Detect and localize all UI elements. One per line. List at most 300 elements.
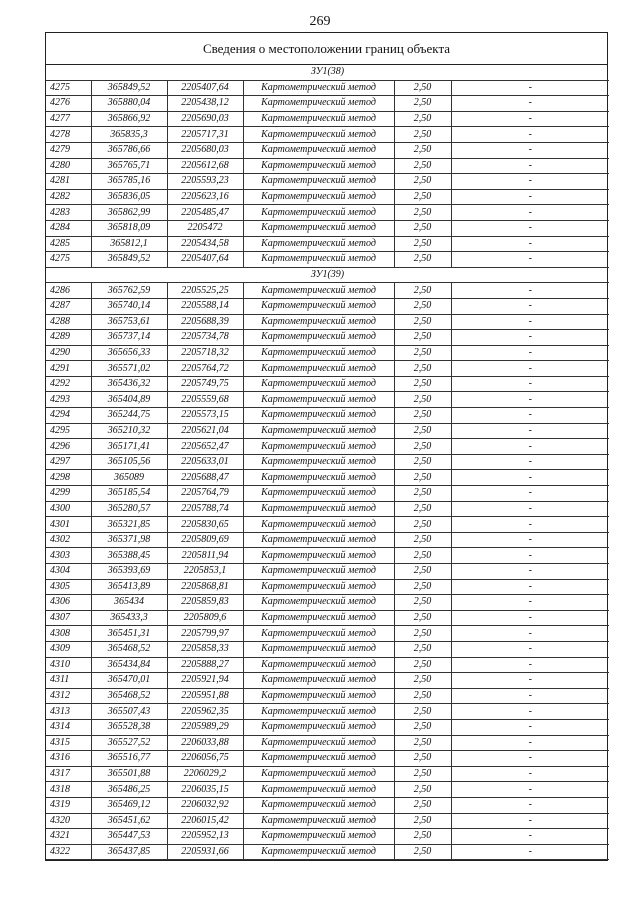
table-row (46, 564, 609, 580)
method-cell: Картометрический метод (243, 813, 394, 829)
method-cell: Картометрический метод (243, 548, 394, 564)
x-coordinate-cell: 365866,92 (91, 111, 167, 127)
point-number-cell: 4300 (46, 501, 91, 517)
table-row (46, 501, 609, 517)
description-cell: - (451, 595, 609, 611)
y-coordinate-cell: 2205559,68 (167, 392, 243, 408)
description-cell: - (451, 564, 609, 580)
method-cell: Картометрический метод (243, 517, 394, 533)
point-number-cell: 4281 (46, 174, 91, 190)
description-cell: - (451, 797, 609, 813)
point-number-cell: 4301 (46, 517, 91, 533)
description-cell: - (451, 158, 609, 174)
description-cell: - (451, 844, 609, 860)
y-coordinate-cell: 2205764,72 (167, 361, 243, 377)
method-cell: Картометрический метод (243, 174, 394, 190)
method-cell: Картометрический метод (243, 564, 394, 580)
table-row (46, 719, 609, 735)
method-cell: Картометрический метод (243, 314, 394, 330)
table-row (46, 657, 609, 673)
table-row (46, 376, 609, 392)
description-cell: - (451, 220, 609, 236)
accuracy-cell: 2,50 (394, 330, 451, 346)
accuracy-cell: 2,50 (394, 392, 451, 408)
point-number-cell: 4299 (46, 486, 91, 502)
accuracy-cell: 2,50 (394, 142, 451, 158)
method-cell: Картометрический метод (243, 252, 394, 268)
y-coordinate-cell: 2205623,16 (167, 189, 243, 205)
y-coordinate-cell: 2205921,94 (167, 673, 243, 689)
accuracy-cell: 2,50 (394, 719, 451, 735)
x-coordinate-cell: 365470,01 (91, 673, 167, 689)
point-number-cell: 4315 (46, 735, 91, 751)
x-coordinate-cell: 365393,69 (91, 564, 167, 580)
accuracy-cell: 2,50 (394, 735, 451, 751)
description-cell: - (451, 517, 609, 533)
accuracy-cell: 2,50 (394, 205, 451, 221)
x-coordinate-cell: 365501,88 (91, 766, 167, 782)
description-cell: - (451, 735, 609, 751)
x-coordinate-cell: 365437,85 (91, 844, 167, 860)
y-coordinate-cell: 2205859,83 (167, 595, 243, 611)
table-row (46, 361, 609, 377)
boundary-points-table (46, 65, 609, 860)
group-header-row (46, 65, 609, 80)
point-number-cell: 4294 (46, 408, 91, 424)
description-cell: - (451, 80, 609, 96)
description-cell: - (451, 829, 609, 845)
y-coordinate-cell: 2205407,64 (167, 80, 243, 96)
description-cell: - (451, 548, 609, 564)
accuracy-cell: 2,50 (394, 782, 451, 798)
description-cell: - (451, 766, 609, 782)
x-coordinate-cell: 365818,09 (91, 220, 167, 236)
accuracy-cell: 2,50 (394, 96, 451, 112)
accuracy-cell: 2,50 (394, 844, 451, 860)
x-coordinate-cell: 365433,3 (91, 610, 167, 626)
accuracy-cell: 2,50 (394, 517, 451, 533)
point-number-cell: 4309 (46, 641, 91, 657)
accuracy-cell: 2,50 (394, 751, 451, 767)
y-coordinate-cell: 2205809,69 (167, 532, 243, 548)
method-cell: Картометрический метод (243, 470, 394, 486)
point-number-cell: 4311 (46, 673, 91, 689)
point-number-cell: 4308 (46, 626, 91, 642)
point-number-cell: 4276 (46, 96, 91, 112)
table-row (46, 314, 609, 330)
description-cell: - (451, 236, 609, 252)
table-row (46, 298, 609, 314)
table-row (46, 844, 609, 860)
x-coordinate-cell: 365849,52 (91, 252, 167, 268)
y-coordinate-cell: 2205858,33 (167, 641, 243, 657)
accuracy-cell: 2,50 (394, 314, 451, 330)
point-number-cell: 4313 (46, 704, 91, 720)
method-cell: Картометрический метод (243, 486, 394, 502)
method-cell: Картометрический метод (243, 80, 394, 96)
x-coordinate-cell: 365185,54 (91, 486, 167, 502)
y-coordinate-cell: 2205688,39 (167, 314, 243, 330)
y-coordinate-cell: 2205472 (167, 220, 243, 236)
y-coordinate-cell: 2205749,75 (167, 376, 243, 392)
method-cell: Картометрический метод (243, 96, 394, 112)
table-row (46, 626, 609, 642)
accuracy-cell: 2,50 (394, 158, 451, 174)
description-cell: - (451, 392, 609, 408)
table-row (46, 439, 609, 455)
point-number-cell: 4286 (46, 283, 91, 299)
method-cell: Картометрический метод (243, 298, 394, 314)
description-cell: - (451, 626, 609, 642)
group-label: ЗУ1(38) (46, 65, 609, 80)
group-label: ЗУ1(39) (46, 267, 609, 283)
point-number-cell: 4305 (46, 579, 91, 595)
y-coordinate-cell: 2205989,29 (167, 719, 243, 735)
method-cell: Картометрический метод (243, 361, 394, 377)
y-coordinate-cell: 2205717,31 (167, 127, 243, 143)
description-cell: - (451, 345, 609, 361)
description-cell: - (451, 486, 609, 502)
x-coordinate-cell: 365753,61 (91, 314, 167, 330)
accuracy-cell: 2,50 (394, 579, 451, 595)
description-cell: - (451, 189, 609, 205)
method-cell: Картометрический метод (243, 111, 394, 127)
point-number-cell: 4320 (46, 813, 91, 829)
point-number-cell: 4283 (46, 205, 91, 221)
accuracy-cell: 2,50 (394, 189, 451, 205)
x-coordinate-cell: 365451,62 (91, 813, 167, 829)
x-coordinate-cell: 365656,33 (91, 345, 167, 361)
point-number-cell: 4277 (46, 111, 91, 127)
description-cell: - (451, 579, 609, 595)
point-number-cell: 4310 (46, 657, 91, 673)
table-row (46, 813, 609, 829)
method-cell: Картометрический метод (243, 610, 394, 626)
method-cell: Картометрический метод (243, 579, 394, 595)
description-cell: - (451, 298, 609, 314)
y-coordinate-cell: 2205799,97 (167, 626, 243, 642)
table-row (46, 345, 609, 361)
x-coordinate-cell: 365762,59 (91, 283, 167, 299)
table-row (46, 470, 609, 486)
x-coordinate-cell: 365528,38 (91, 719, 167, 735)
x-coordinate-cell: 365786,66 (91, 142, 167, 158)
accuracy-cell: 2,50 (394, 501, 451, 517)
y-coordinate-cell: 2205764,79 (167, 486, 243, 502)
accuracy-cell: 2,50 (394, 174, 451, 190)
y-coordinate-cell: 2205525,25 (167, 283, 243, 299)
description-cell: - (451, 470, 609, 486)
accuracy-cell: 2,50 (394, 454, 451, 470)
table-row (46, 517, 609, 533)
point-number-cell: 4287 (46, 298, 91, 314)
description-cell: - (451, 314, 609, 330)
y-coordinate-cell: 2205734,78 (167, 330, 243, 346)
table-row (46, 189, 609, 205)
point-number-cell: 4302 (46, 532, 91, 548)
table-row (46, 127, 609, 143)
point-number-cell: 4312 (46, 688, 91, 704)
accuracy-cell: 2,50 (394, 298, 451, 314)
point-number-cell: 4318 (46, 782, 91, 798)
x-coordinate-cell: 365244,75 (91, 408, 167, 424)
description-cell: - (451, 532, 609, 548)
method-cell: Картометрический метод (243, 844, 394, 860)
page-number: 269 (309, 14, 331, 29)
y-coordinate-cell: 2205593,23 (167, 174, 243, 190)
table-row (46, 641, 609, 657)
method-cell: Картометрический метод (243, 657, 394, 673)
method-cell: Картометрический метод (243, 595, 394, 611)
method-cell: Картометрический метод (243, 330, 394, 346)
y-coordinate-cell: 2205652,47 (167, 439, 243, 455)
table-row (46, 80, 609, 96)
x-coordinate-cell: 365171,41 (91, 439, 167, 455)
method-cell: Картометрический метод (243, 158, 394, 174)
description-cell: - (451, 127, 609, 143)
description-cell: - (451, 361, 609, 377)
y-coordinate-cell: 2205588,14 (167, 298, 243, 314)
accuracy-cell: 2,50 (394, 470, 451, 486)
table-row (46, 220, 609, 236)
x-coordinate-cell: 365413,89 (91, 579, 167, 595)
x-coordinate-cell: 365740,14 (91, 298, 167, 314)
y-coordinate-cell: 2206015,42 (167, 813, 243, 829)
point-number-cell: 4314 (46, 719, 91, 735)
method-cell: Картометрический метод (243, 345, 394, 361)
y-coordinate-cell: 2205951,88 (167, 688, 243, 704)
table-row (46, 111, 609, 127)
method-cell: Картометрический метод (243, 626, 394, 642)
y-coordinate-cell: 2205868,81 (167, 579, 243, 595)
method-cell: Картометрический метод (243, 797, 394, 813)
description-cell: - (451, 252, 609, 268)
table-title: Сведения о местоположении границ объекта (46, 33, 607, 65)
method-cell: Картометрический метод (243, 704, 394, 720)
description-cell: - (451, 719, 609, 735)
accuracy-cell: 2,50 (394, 829, 451, 845)
x-coordinate-cell: 365089 (91, 470, 167, 486)
y-coordinate-cell: 2205680,03 (167, 142, 243, 158)
table-row (46, 158, 609, 174)
accuracy-cell: 2,50 (394, 236, 451, 252)
description-cell: - (451, 641, 609, 657)
y-coordinate-cell: 2205688,47 (167, 470, 243, 486)
x-coordinate-cell: 365835,3 (91, 127, 167, 143)
accuracy-cell: 2,50 (394, 376, 451, 392)
accuracy-cell: 2,50 (394, 486, 451, 502)
y-coordinate-cell: 2206032,92 (167, 797, 243, 813)
y-coordinate-cell: 2205888,27 (167, 657, 243, 673)
x-coordinate-cell: 365571,02 (91, 361, 167, 377)
y-coordinate-cell: 2205690,03 (167, 111, 243, 127)
table-row (46, 595, 609, 611)
y-coordinate-cell: 2205434,58 (167, 236, 243, 252)
table-row (46, 454, 609, 470)
point-number-cell: 4285 (46, 236, 91, 252)
x-coordinate-cell: 365836,05 (91, 189, 167, 205)
accuracy-cell: 2,50 (394, 439, 451, 455)
description-cell: - (451, 423, 609, 439)
point-number-cell: 4304 (46, 564, 91, 580)
table-row (46, 486, 609, 502)
accuracy-cell: 2,50 (394, 408, 451, 424)
table-row (46, 236, 609, 252)
x-coordinate-cell: 365280,57 (91, 501, 167, 517)
x-coordinate-cell: 365486,25 (91, 782, 167, 798)
table-row (46, 829, 609, 845)
method-cell: Картометрический метод (243, 751, 394, 767)
x-coordinate-cell: 365447,53 (91, 829, 167, 845)
method-cell: Картометрический метод (243, 392, 394, 408)
point-number-cell: 4288 (46, 314, 91, 330)
y-coordinate-cell: 2205931,66 (167, 844, 243, 860)
method-cell: Картометрический метод (243, 142, 394, 158)
description-cell: - (451, 688, 609, 704)
point-number-cell: 4291 (46, 361, 91, 377)
table-row (46, 688, 609, 704)
point-number-cell: 4279 (46, 142, 91, 158)
x-coordinate-cell: 365434,84 (91, 657, 167, 673)
y-coordinate-cell: 2205853,1 (167, 564, 243, 580)
point-number-cell: 4295 (46, 423, 91, 439)
method-cell: Картометрический метод (243, 782, 394, 798)
x-coordinate-cell: 365527,52 (91, 735, 167, 751)
method-cell: Картометрический метод (243, 205, 394, 221)
method-cell: Картометрический метод (243, 283, 394, 299)
table-row (46, 579, 609, 595)
x-coordinate-cell: 365862,99 (91, 205, 167, 221)
point-number-cell: 4282 (46, 189, 91, 205)
accuracy-cell: 2,50 (394, 704, 451, 720)
table-row (46, 735, 609, 751)
description-cell: - (451, 205, 609, 221)
y-coordinate-cell: 2205952,13 (167, 829, 243, 845)
description-cell: - (451, 111, 609, 127)
table-row (46, 330, 609, 346)
accuracy-cell: 2,50 (394, 688, 451, 704)
x-coordinate-cell: 365737,14 (91, 330, 167, 346)
point-number-cell: 4316 (46, 751, 91, 767)
description-cell: - (451, 454, 609, 470)
x-coordinate-cell: 365469,12 (91, 797, 167, 813)
accuracy-cell: 2,50 (394, 127, 451, 143)
table-row (46, 766, 609, 782)
method-cell: Картометрический метод (243, 532, 394, 548)
table-row (46, 610, 609, 626)
description-cell: - (451, 782, 609, 798)
y-coordinate-cell: 2205962,35 (167, 704, 243, 720)
description-cell: - (451, 174, 609, 190)
x-coordinate-cell: 365436,32 (91, 376, 167, 392)
point-number-cell: 4275 (46, 252, 91, 268)
y-coordinate-cell: 2205573,15 (167, 408, 243, 424)
point-number-cell: 4293 (46, 392, 91, 408)
method-cell: Картометрический метод (243, 501, 394, 517)
point-number-cell: 4292 (46, 376, 91, 392)
point-number-cell: 4296 (46, 439, 91, 455)
description-cell: - (451, 96, 609, 112)
accuracy-cell: 2,50 (394, 252, 451, 268)
method-cell: Картометрический метод (243, 127, 394, 143)
accuracy-cell: 2,50 (394, 548, 451, 564)
x-coordinate-cell: 365468,52 (91, 641, 167, 657)
description-cell: - (451, 408, 609, 424)
point-number-cell: 4290 (46, 345, 91, 361)
accuracy-cell: 2,50 (394, 361, 451, 377)
method-cell: Картометрический метод (243, 673, 394, 689)
x-coordinate-cell: 365404,89 (91, 392, 167, 408)
y-coordinate-cell: 2205830,65 (167, 517, 243, 533)
point-number-cell: 4278 (46, 127, 91, 143)
point-number-cell: 4303 (46, 548, 91, 564)
table-row (46, 548, 609, 564)
table-row (46, 205, 609, 221)
accuracy-cell: 2,50 (394, 220, 451, 236)
description-cell: - (451, 439, 609, 455)
accuracy-cell: 2,50 (394, 345, 451, 361)
x-coordinate-cell: 365451,31 (91, 626, 167, 642)
method-cell: Картометрический метод (243, 688, 394, 704)
x-coordinate-cell: 365468,52 (91, 688, 167, 704)
x-coordinate-cell: 365105,56 (91, 454, 167, 470)
method-cell: Картометрический метод (243, 376, 394, 392)
point-number-cell: 4275 (46, 80, 91, 96)
point-number-cell: 4297 (46, 454, 91, 470)
point-number-cell: 4322 (46, 844, 91, 860)
table-row (46, 673, 609, 689)
y-coordinate-cell: 2205788,74 (167, 501, 243, 517)
y-coordinate-cell: 2206029,2 (167, 766, 243, 782)
table-row (46, 423, 609, 439)
x-coordinate-cell: 365516,77 (91, 751, 167, 767)
accuracy-cell: 2,50 (394, 423, 451, 439)
table-body (46, 65, 609, 860)
boundary-table-sheet (45, 32, 608, 861)
table-row (46, 408, 609, 424)
point-number-cell: 4280 (46, 158, 91, 174)
method-cell: Картометрический метод (243, 829, 394, 845)
description-cell: - (451, 283, 609, 299)
y-coordinate-cell: 2205633,01 (167, 454, 243, 470)
x-coordinate-cell: 365388,45 (91, 548, 167, 564)
method-cell: Картометрический метод (243, 766, 394, 782)
y-coordinate-cell: 2206035,15 (167, 782, 243, 798)
table-row (46, 392, 609, 408)
accuracy-cell: 2,50 (394, 283, 451, 299)
x-coordinate-cell: 365321,85 (91, 517, 167, 533)
table-row (46, 704, 609, 720)
accuracy-cell: 2,50 (394, 595, 451, 611)
method-cell: Картометрический метод (243, 641, 394, 657)
y-coordinate-cell: 2205438,12 (167, 96, 243, 112)
table-row (46, 252, 609, 268)
table-row (46, 142, 609, 158)
point-number-cell: 4289 (46, 330, 91, 346)
point-number-cell: 4319 (46, 797, 91, 813)
method-cell: Картометрический метод (243, 454, 394, 470)
table-row (46, 283, 609, 299)
y-coordinate-cell: 2205612,68 (167, 158, 243, 174)
table-row (46, 174, 609, 190)
accuracy-cell: 2,50 (394, 610, 451, 626)
method-cell: Картометрический метод (243, 220, 394, 236)
method-cell: Картометрический метод (243, 719, 394, 735)
y-coordinate-cell: 2205718,32 (167, 345, 243, 361)
x-coordinate-cell: 365849,52 (91, 80, 167, 96)
method-cell: Картометрический метод (243, 189, 394, 205)
accuracy-cell: 2,50 (394, 626, 451, 642)
